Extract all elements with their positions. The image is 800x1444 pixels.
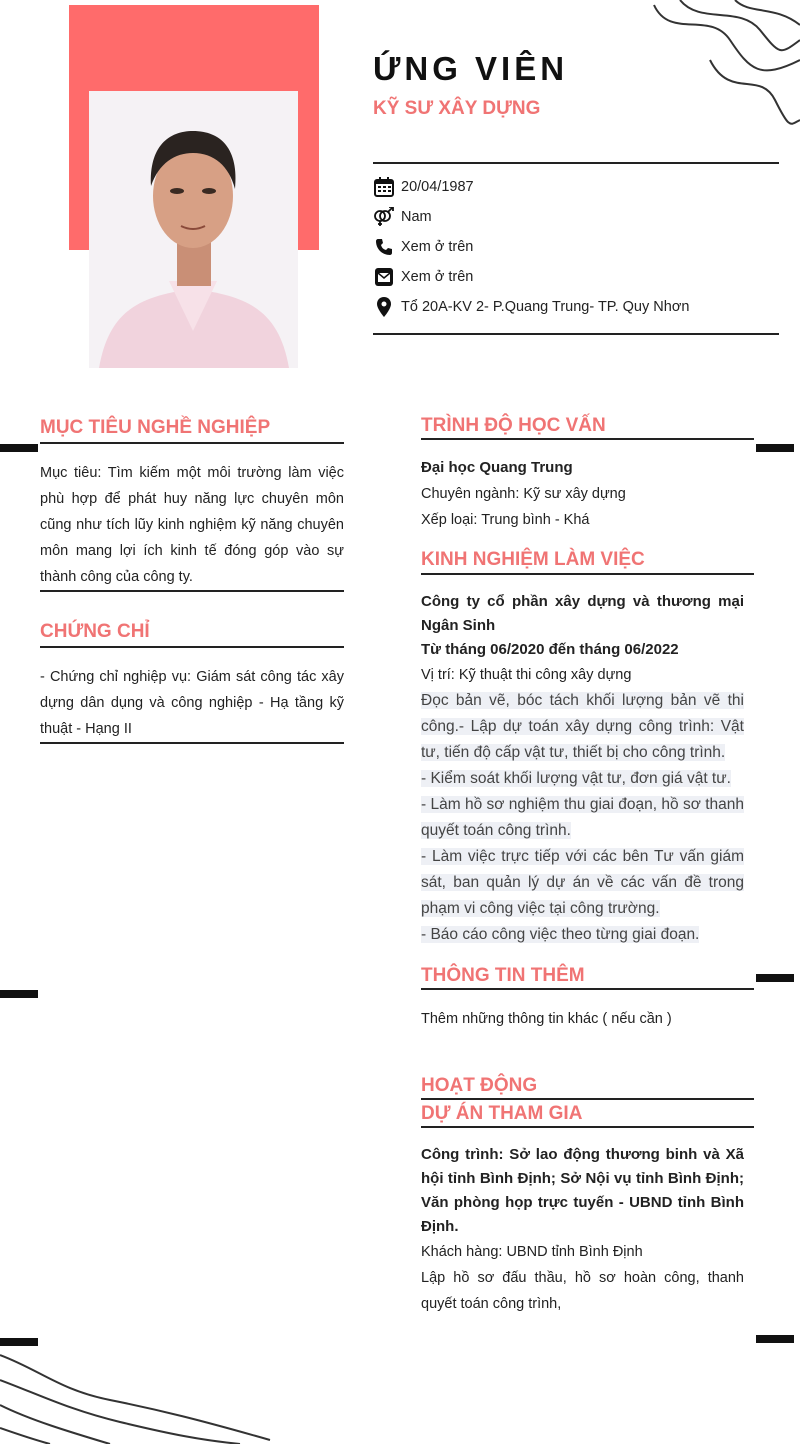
certificates-heading: CHỨNG CHỈ [40,621,150,642]
candidate-name: ỨNG VIÊN [373,50,569,87]
section-underline [421,1126,754,1128]
certificates-text: - Chứng chỉ nghiệp vụ: Giám sát công tác xây dựng dân dụng và công nghiệp - Hạ tầng kỹ thuật - Hạng II [40,669,344,737]
divider [373,333,779,335]
birthdate-text: 20/04/1987 [401,179,474,195]
project-client: Khách hàng: UBND tỉnh Bình Định [421,1244,643,1260]
phone-text: Xem ở trên [401,239,474,255]
duty-item: - Kiểm soát khối lượng vật tư, đơn giá vật tư. [421,770,731,787]
objective-text: Mục tiêu: Tìm kiếm một môi trường làm việc phù hợp để phát huy năng lực chuyên môn cũng như tích lũy kinh nghiệm kỹ năng chuyên môn mang lợi ích kinh tế đóng góp vào sự thành công của công ty. [40,465,344,585]
additional-text: Thêm những thông tin khác ( nếu cần ) [421,1011,672,1027]
duty-item: - Làm hồ sơ nghiệm thu giai đoạn, hồ sơ thanh quyết toán công trình. [421,796,744,839]
education-block [421,455,744,533]
side-dash [756,974,794,982]
side-dash [0,990,38,998]
job-title: KỸ SƯ XÂY DỰNG [373,98,541,119]
section-underline [40,742,344,744]
contact-birthdate [373,176,474,198]
side-dash [0,444,38,452]
divider [373,162,779,164]
contact-gender [373,206,432,228]
education-school: Đại học Quang Trung [421,459,573,476]
side-dash [0,1338,38,1346]
project-name: Công trình: Sở lao động thương binh và Xã hội tỉnh Bình Định; Sở Nội vụ tỉnh Bình Định; Văn phòng họp trực tuyến - UBND tỉnh Bình Định. [421,1146,744,1235]
education-heading: TRÌNH ĐỘ HỌC VẤN [421,415,606,436]
contact-email [373,266,473,288]
section-underline [40,590,344,592]
duty-item: - Làm việc trực tiếp với các bên Tư vấn giám sát, ban quản lý dự án về các vấn đề trong phạm vi công việc tại công trường. [421,848,744,917]
section-underline [40,646,344,648]
experience-position: Vị trí: Kỹ thuật thi công xây dựng [421,667,632,683]
duty-item: Đọc bản vẽ, bóc tách khối lượng bản vẽ thi công.- Lập dự toán xây dựng công trình: Vật tư, tiến độ cấp vật tư, thiết bị cho công trình. [421,692,744,761]
projects-heading-line1: HOẠT ĐỘNG [421,1075,538,1096]
section-underline [421,573,754,575]
project-description: Lập hồ sơ đấu thầu, hồ sơ hoàn công, thanh quyết toán công trình, [421,1270,744,1312]
experience-company: Công ty cổ phần xây dựng và thương mại Ngân Sinh [421,593,744,634]
gender-icon [373,206,395,228]
phone-icon [373,236,395,258]
section-underline [421,988,754,990]
email-icon [373,266,395,288]
duty-item: - Báo cáo công việc theo từng giai đoạn. [421,926,700,943]
section-underline [40,442,344,444]
location-icon [373,296,395,318]
experience-period: Từ tháng 06/2020 đến tháng 06/2022 [421,641,679,658]
section-underline [421,1098,754,1100]
wave-decoration-bottom [0,1340,280,1444]
experience-block [421,590,744,948]
side-dash [756,1335,794,1343]
email-text: Xem ở trên [401,269,474,285]
experience-heading: KINH NGHIỆM LÀM VIỆC [421,549,645,570]
contact-address [373,296,689,318]
side-dash [756,444,794,452]
projects-heading-line2: DỰ ÁN THAM GIA [421,1103,583,1124]
wave-decoration-top [640,0,800,130]
experience-duties [421,688,744,948]
calendar-icon [373,176,395,198]
education-grade: Xếp loại: Trung bình - Khá [421,512,590,528]
profile-photo [89,91,298,368]
objective-heading: MỤC TIÊU NGHỀ NGHIỆP [40,417,271,438]
address-text: Tổ 20A-KV 2- P.Quang Trung- TP. Quy Nhơn [401,299,690,315]
projects-block [421,1143,744,1317]
gender-text: Nam [401,209,432,225]
contact-phone [373,236,473,258]
education-major: Chuyên ngành: Kỹ sư xây dựng [421,486,626,502]
additional-heading: THÔNG TIN THÊM [421,965,585,986]
section-underline [421,438,754,440]
